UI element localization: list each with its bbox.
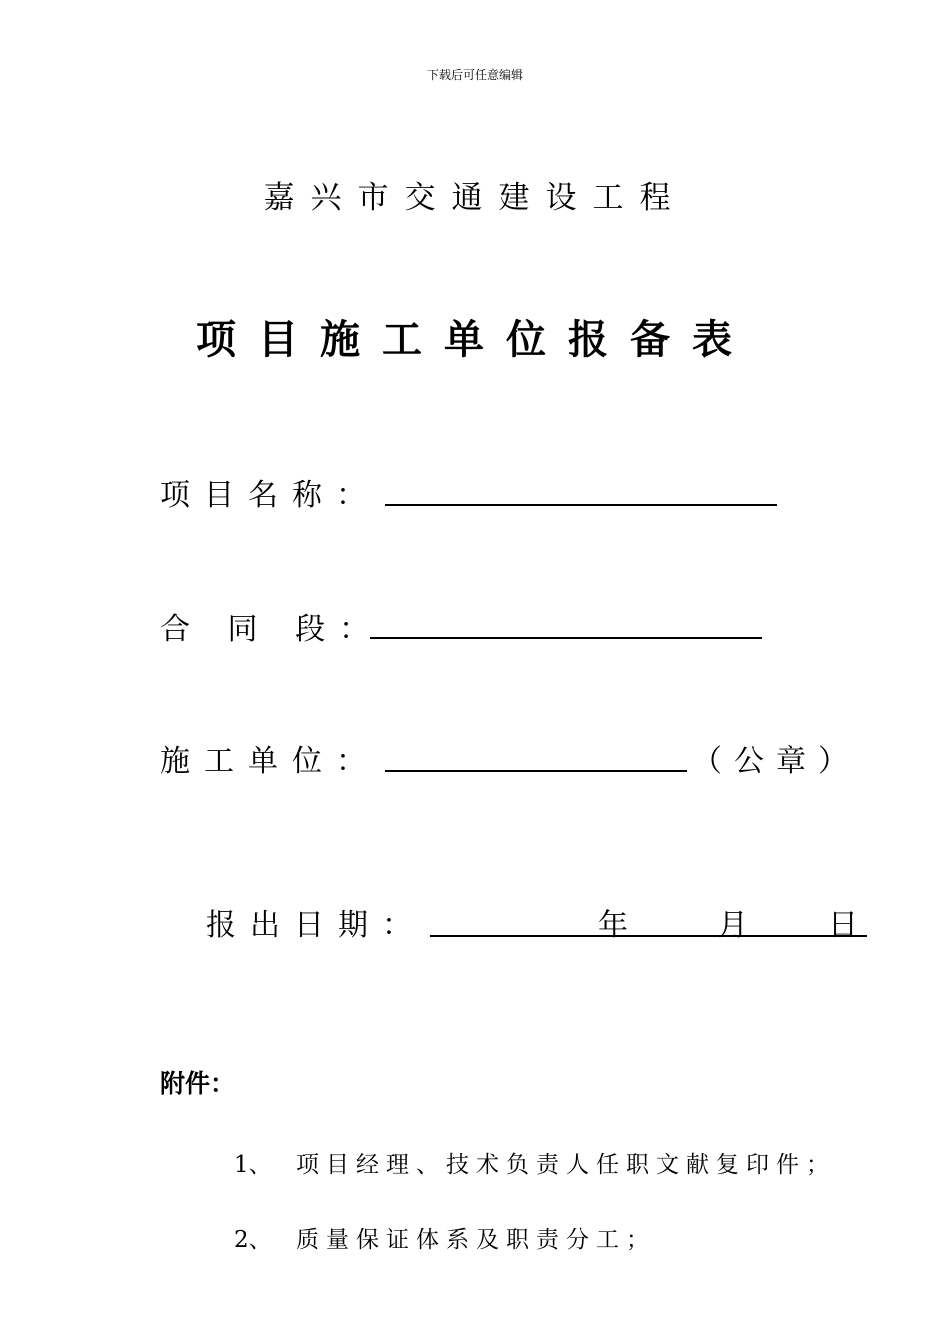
attachment-item-number: 2、 (234, 1227, 272, 1253)
construction-unit-field[interactable] (385, 736, 687, 772)
contract-section-label: 合 同 段： (160, 612, 384, 647)
report-date-label: 报出日期： (206, 908, 426, 943)
header-note: 下载后可任意编辑 (426, 68, 523, 82)
project-name-label: 项目名称： (160, 478, 380, 513)
contract-section-field[interactable] (370, 604, 762, 639)
construction-unit-label: 施工单位： (160, 744, 380, 779)
document-title-line2: 项目施工单位报备表 (196, 316, 754, 363)
project-name-field[interactable] (385, 470, 777, 506)
attachment-item-number: 1、 (234, 1152, 272, 1178)
date-day-label: 日 (828, 908, 858, 943)
attachment-item: 项目经理、技术负责人任职文献复印件； (296, 1152, 836, 1178)
report-date-field[interactable] (430, 900, 867, 937)
date-month-label: 月 (718, 908, 748, 943)
attachment-item: 质量保证体系及职责分工； (296, 1227, 656, 1253)
official-seal-note: （公章） (692, 744, 860, 779)
attachments-title: 附件： (160, 1069, 236, 1098)
document-title-line1: 嘉兴市交通建设工程 (263, 180, 687, 216)
date-year-label: 年 (598, 908, 628, 943)
